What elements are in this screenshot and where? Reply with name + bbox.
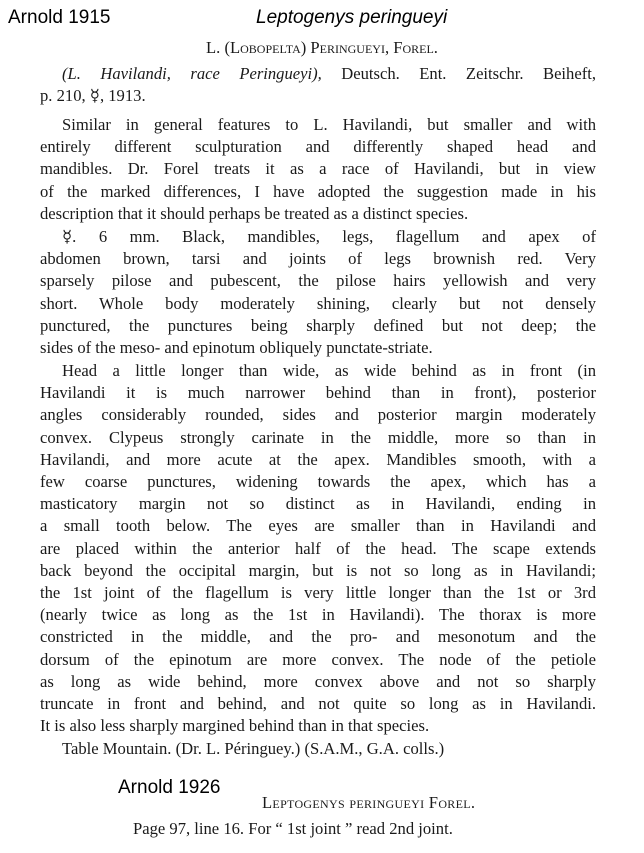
arnold-1926-correction: Page 97, line 16. For “ 1st joint ” read 2nd joint. [133, 819, 453, 838]
citation-italic-lead: (L. Havilandi, race Peringueyi), [62, 64, 322, 83]
locality-text: Table Mountain. (Dr. L. Péringuey.) (S.A.M., G.A. colls.) [62, 739, 445, 758]
text-line: truncate in front and behind, and not quite so long as in Havilandi. [40, 694, 596, 714]
paragraph-worker-description [40, 226, 596, 359]
species-title [0, 37, 644, 59]
text-line: are placed within the anterior half of the head. The scape extends [40, 538, 596, 558]
text-line: punctured, the punctures being sharply defined but not deep; the [40, 315, 596, 335]
text-line: Similar in general features to L. Havilandi, but smaller and with [62, 115, 596, 134]
text-line: short. Whole body moderately shining, clearly but not densely [40, 293, 596, 313]
citation-line-1 [40, 63, 596, 85]
text-line: abdomen brown, tarsi and joints of legs brownish red. Very [40, 249, 596, 269]
paragraph-morphology [40, 360, 596, 737]
text-line: entirely different sculpturation and differently shaped head and [40, 137, 596, 157]
text-line: as long as wide behind, more convex above and not so sharply [40, 671, 596, 691]
text-line: convex. Clypeus strongly carinate in the middle, more so than in [40, 427, 596, 447]
text-line: Havilandi, and more acute at the apex. Mandibles smooth, with a [40, 449, 596, 469]
text-line: of the marked differences, I have adopted the suggestion made in his [40, 181, 596, 201]
species-title-text: L. (Lobopelta) Peringueyi, Forel. [206, 38, 438, 57]
arnold-1926-label: Arnold 1926 [118, 777, 221, 798]
text-line: ☿. 6 mm. Black, mandibles, legs, flagellum and apex of [62, 227, 596, 246]
citation-journal: Deutsch. Ent. Zeitschr. Beiheft, [321, 64, 596, 83]
text-line: few coarse punctures, widening towards the apex, which has a [40, 472, 596, 492]
text-line: back beyond the occipital margin, but is not so long as in Havilandi; [40, 560, 596, 580]
text-line: sparsely pilose and pubescent, the pilose hairs yellowish and very [40, 271, 596, 291]
text-line: Havilandi it is much narrower behind than in front), posterior [40, 383, 596, 403]
citation-block [40, 63, 596, 107]
text-line: sides of the meso- and epinotum obliquely punctate-striate. [40, 338, 433, 358]
text-line: mandibles. Dr. Forel treats it as a race of Havilandi, but in view [40, 159, 596, 179]
text-line: It is also less sharply margined behind than in that species. [40, 716, 430, 736]
paragraph-comparison [40, 114, 596, 225]
locality-line [40, 738, 596, 760]
header-source-label: Arnold 1915 [8, 7, 111, 28]
text-line: description that it should perhaps be treated as a distinct species. [40, 203, 469, 223]
citation-line-2: p. 210, ☿, 1913. [40, 86, 146, 106]
text-line: constricted in the middle, and the pro- and mesonotum and the [40, 627, 596, 647]
text-line: masticatory margin not so distinct as in Havilandi, ending in [40, 494, 596, 514]
text-line: dorsum of the epinotum are more convex. The node of the petiole [40, 649, 596, 669]
text-line: a small tooth below. The eyes are smaller than in Havilandi and [40, 516, 596, 536]
header-species-name: Leptogenys peringueyi [256, 7, 448, 28]
arnold-1926-title: Leptogenys peringueyi Forel. [262, 793, 476, 812]
text-line: (nearly twice as long as the 1st in Havilandi). The thorax is more [40, 605, 596, 625]
text-line: the 1st joint of the flagellum is very little longer than the 1st or 3rd [40, 583, 596, 603]
text-line: angles considerably rounded, sides and posterior margin moderately [40, 405, 596, 425]
text-line: Head a little longer than wide, as wide behind as in front (in [62, 361, 596, 380]
